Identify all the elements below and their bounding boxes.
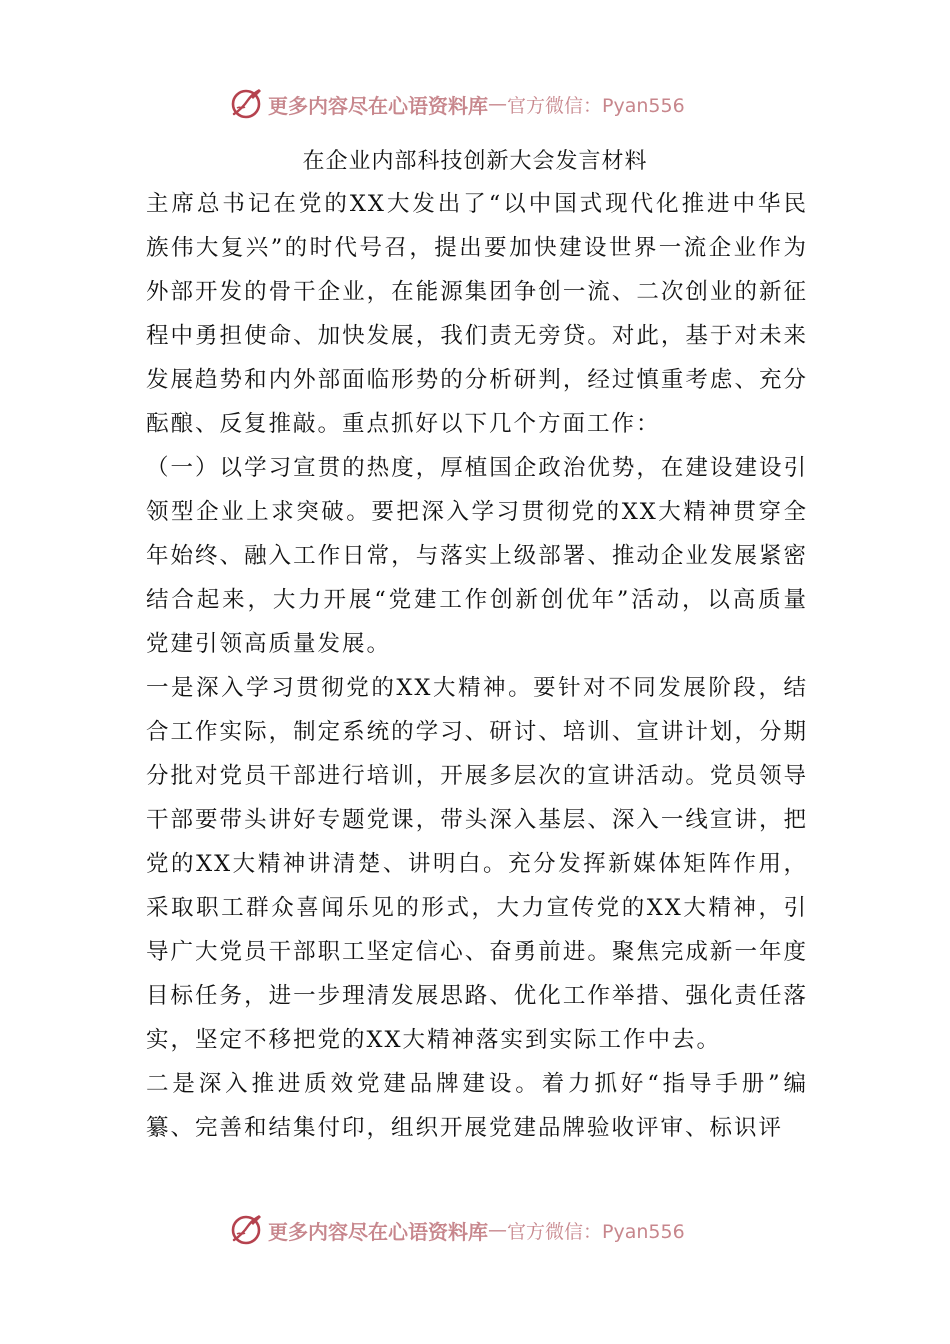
watermark-dash: — [488,93,507,115]
watermark-main-text: 更多内容尽在心语资料库 [268,1219,488,1244]
paragraph-point-one: 一是深入学习贯彻党的XX大精神。要针对不同发展阶段，结合工作实际，制定系统的学习、研讨、培训、宣讲计划，分期分批对党员干部进行培训，开展多层次的宣讲活动。党员领导干部要带头讲好专题党课，带头深入基层、深入一线宣讲，把党的XX大精神讲清楚、讲明白。充分发挥新媒体矩阵作用，采取职工群众喜闻乐见的形式，大力宣传党的XX大精神，引导广大党员干部职工坚定信心、奋勇前进。聚焦完成新一年度目标任务，进一步理清发展思路、优化工作举措、强化责任落实，坚定不移把党的XX大精神落实到实际工作中去。 [146,675,808,1053]
watermark-sub-text: 官方微信：Pyan556 [507,1220,685,1243]
document-body [146,182,808,1150]
document-title: 在企业内部科技创新大会发言材料 [302,149,648,174]
paragraph-section-one: （一）以学习宣贯的热度，厚植国企政治优势，在建设建设引领型企业上求突破。要把深入学习贯彻党的XX大精神贯穿全年始终、融入工作日常，与落实上级部署、推动企业发展紧密结合起来，大力开展“党建工作创新创优年”活动，以高质量党建引领高质量发展。 [146,455,808,657]
watermark-main-text: 更多内容尽在心语资料库 [268,93,488,118]
paragraph-intro: 主席总书记在党的XX大发出了“以中国式现代化推进中华民族伟大复兴”的时代号召，提出要加快建设世界一流企业作为外部开发的骨干企业，在能源集团争创一流、二次创业的新征程中勇担使命、加快发展，我们责无旁贷。对此，基于对未来发展趋势和内外部面临形势的分析研判，经过慎重考虑、充分酝酿、反复推敲。重点抓好以下几个方面工作： [146,191,808,437]
watermark-banner-top [228,84,685,124]
paragraph-point-two: 二是深入推进质效党建品牌建设。着力抓好“指导手册”编纂、完善和结集付印，组织开展党建品牌验收评审、标识评 [146,1071,808,1141]
pen-signature-icon [228,86,264,122]
watermark-dash: — [488,1219,507,1241]
watermark-sub-text: 官方微信：Pyan556 [507,94,685,117]
pen-signature-icon [228,1212,264,1248]
watermark-banner-bottom [228,1210,685,1250]
